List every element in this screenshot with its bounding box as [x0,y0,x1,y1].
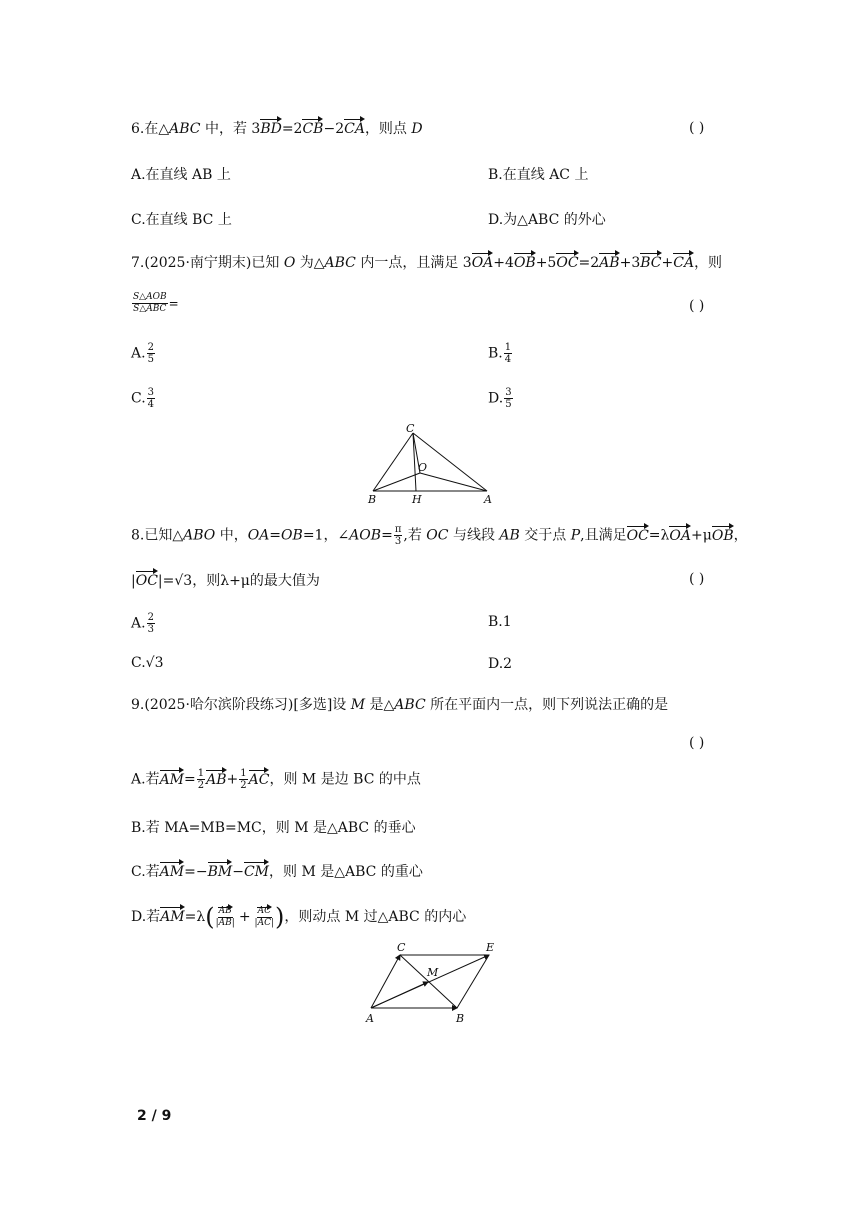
q6-answer-paren: ( ) [689,120,705,136]
segment-oa [420,473,487,491]
vector-oc: OC [627,525,649,544]
label-c: C [406,422,415,435]
q9-option-b: B.若 MA=MB=MC，则 M 是△ABC 的垂心 [131,820,416,836]
vector-am [371,982,428,1008]
vector-bd: BD [260,118,282,137]
vector-oc: OC [556,252,578,271]
vector-ac [371,955,400,1008]
q8-answer-paren: ( ) [689,571,705,587]
q9-stem: 9.(2025·哈尔滨阶段练习)[多选]设 M 是△ABC 所在平面内一点，则下列说法正确的是 [131,697,669,713]
q7-stem: 7.(2025·南宁期末)已知 O 为△ABC 内一点，且满足 3OA+4OB+5OC=2AB+3BC+CA，则 [131,252,722,272]
q8-option-a: A. $\frac{2}{3}$ [131,612,154,635]
label-c: C [397,941,406,954]
q9-option-c: C.若AM=−BM−CM，则 M 是△ABC 的重心 [131,861,423,881]
segment-bo [373,473,420,491]
vector-ob: OB [712,525,734,544]
q8-stem-line2: |OC|=√3，则λ+μ的最大值为 [131,570,320,590]
q7-option-c: C. $\frac{3}{4}$ [131,387,155,410]
q7-answer-paren: ( ) [689,298,705,314]
label-e: E [486,941,495,954]
vector-ca: CA [673,252,694,271]
q9-option-d: D.若AM=λ( $\frac{AB}{|AB|}$ + $\frac{AC}{|AC|}$ )，则动点 M 过△ABC 的内心 [131,903,467,931]
vector-ob: OB [514,252,536,271]
q6-stem: 6.在△ABC 中，若 3BD=2CB−2CA，则点 D [131,118,423,138]
label-m: M [427,966,439,979]
q7-triangle-figure [360,420,500,508]
segment-cb [400,955,457,1008]
q9-answer-paren: ( ) [689,735,705,751]
label-a: A [484,493,492,506]
q8-stem: 8.已知△ABO 中，OA=OB=1，∠AOB= $\frac{\pi}{3}$ ,若 OC 与线段 AB 交于点 P,且满足OC=λOA+μOB， [131,524,748,547]
label-o: O [418,461,428,474]
q6-option-d: D.为△ABC 的外心 [488,212,606,228]
q9-parallelogram-figure [360,938,500,1026]
q6-option-b: B.在直线 AC 上 [488,167,589,183]
vector-oc: OC [136,570,158,589]
q8-option-c: C.√3 [131,655,164,671]
label-b: B [456,1012,465,1025]
vector-ab: AB [599,252,619,271]
vector-cb: CB [302,118,323,137]
q6-option-c: C.在直线 BC 上 [131,212,232,228]
q8-option-d: D.2 [488,656,513,672]
vector-bc: BC [640,252,661,271]
q7-option-b: B. $\frac{1}{4}$ [488,342,512,365]
vector-oa: OA [472,252,494,271]
q7-area-ratio: $\frac{\text{S△AOB}}{\text{S△ABC}}$ = [133,292,179,314]
q7-option-a: A. $\frac{2}{5}$ [131,342,154,365]
q6-option-a: A.在直线 AB 上 [131,167,231,183]
q9-option-a: A.若AM= $\frac{1}{2}$ AB+ $\frac{1}{2}$ AC，则 M 是边 BC 的中点 [131,768,421,791]
label-h: H [412,493,422,506]
edge-bc [373,433,413,491]
segment-be [457,955,489,1008]
label-a: A [366,1012,374,1025]
vector-oa: OA [669,525,691,544]
label-b: B [368,493,377,506]
q8-option-b: B.1 [488,614,512,630]
page-number: 2 / 9 [137,1108,172,1124]
q7-option-d: D. $\frac{3}{5}$ [488,387,512,410]
vector-ca: CA [344,118,365,137]
